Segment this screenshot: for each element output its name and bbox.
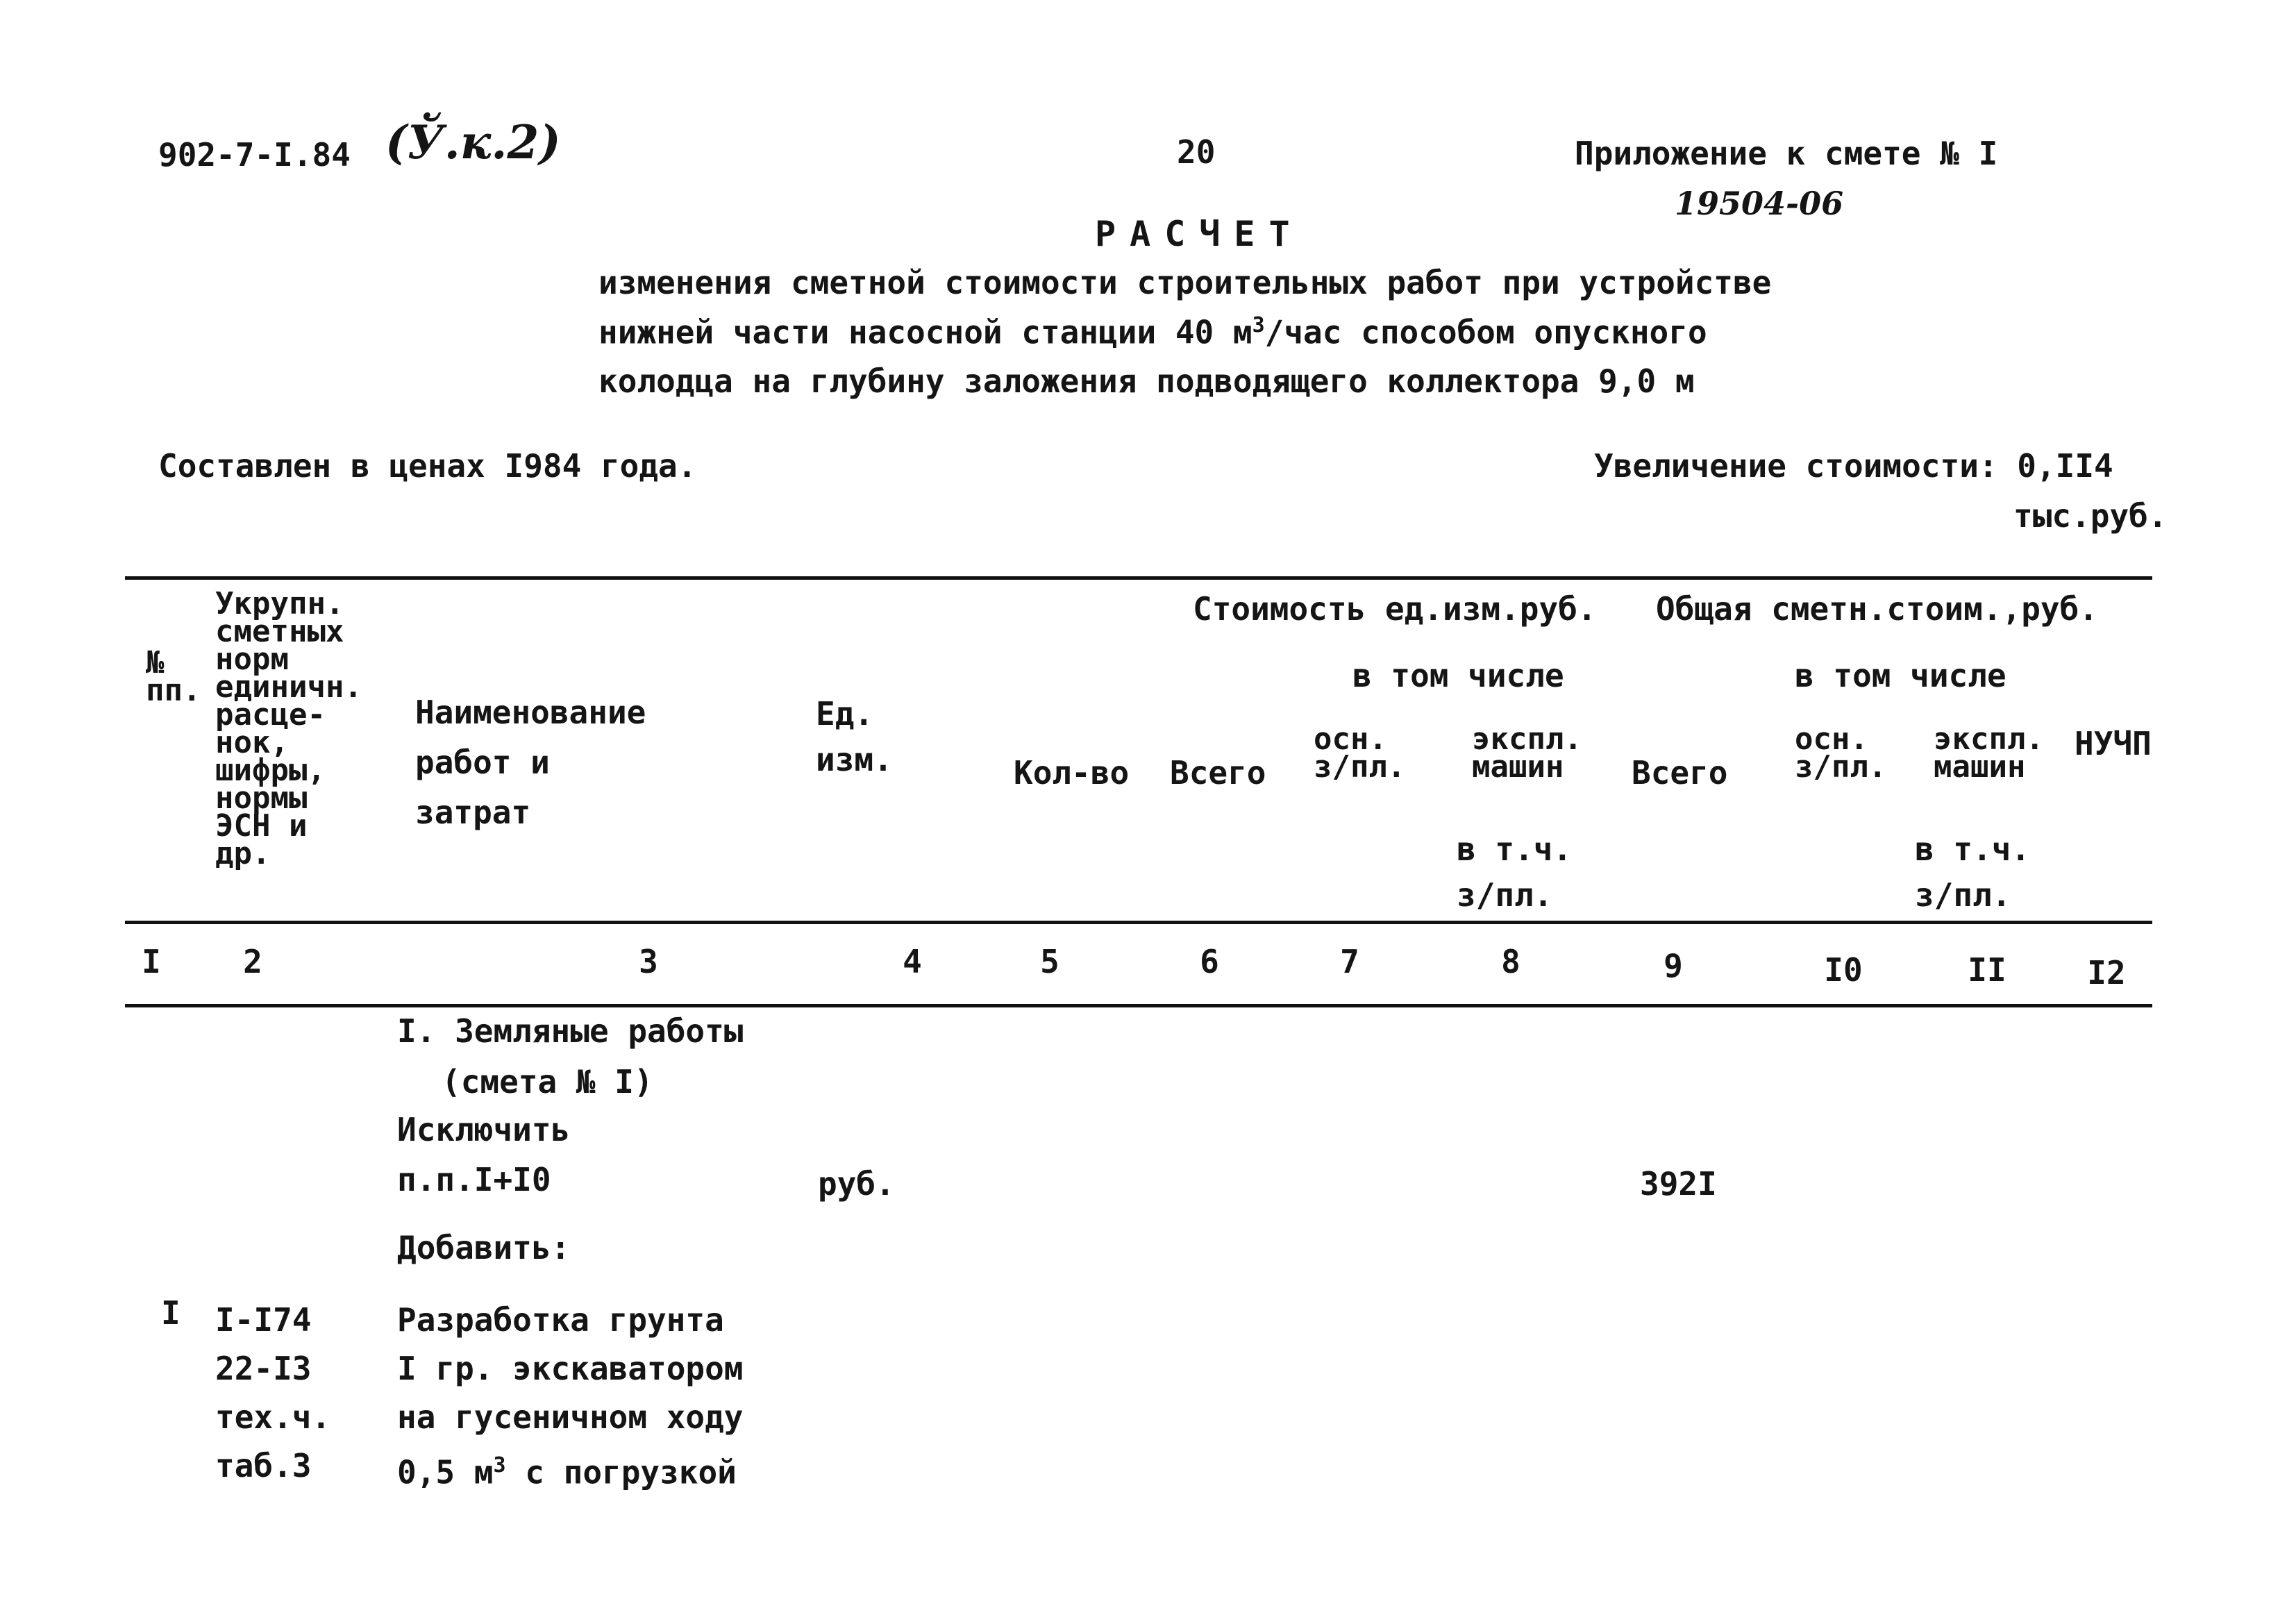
header-machines-2: экспл. машин: [1934, 721, 2044, 785]
volume-note: (Ў.к.2): [385, 115, 561, 169]
table-top-rule: [125, 576, 2152, 580]
document-heading: РАСЧЕТ: [1095, 214, 1304, 254]
header-total-2: Всего: [1632, 754, 1728, 792]
header-machines-1: экспл. машин: [1472, 721, 1582, 785]
cost-increase: Увеличение стоимости: 0,II4: [1594, 447, 2113, 485]
header-work-name: Наименование работ и затрат: [415, 694, 646, 831]
header-wage-1: осн. з/пл.: [1314, 721, 1406, 785]
header-norms: Укрупн. сметных норм единичн. расце- нок, шифры, нормы ЭСН и др.: [215, 586, 362, 871]
header-including-1: в том числе: [1352, 657, 1564, 694]
column-number: I0: [1824, 951, 1863, 989]
section-subtitle: (смета № I): [442, 1063, 653, 1100]
header-wage-2: осн. з/пл.: [1795, 721, 1887, 785]
header-incl-wage-1: в т.ч. з/пл.: [1457, 830, 1573, 914]
document-code: 902-7-I.84: [158, 136, 351, 174]
header-unit: Ед. изм.: [816, 695, 893, 778]
title-line-3: колодца на глубину заложения подводящего коллектора 9,0 м: [598, 362, 1695, 400]
header-incl-wage-2: в т.ч. з/пл.: [1915, 830, 2031, 914]
header-quantity: Кол-во: [1014, 754, 1130, 792]
header-number: № пп.: [146, 645, 201, 708]
column-number: 5: [1040, 943, 1059, 980]
row-number: I: [161, 1294, 181, 1332]
header-including-2: в том числе: [1795, 657, 2006, 694]
prices-note: Составлен в ценах I984 года.: [158, 447, 697, 485]
title-line-1: изменения сметной стоимости строительных работ при устройстве: [598, 264, 1772, 301]
appendix-label: Приложение к смете № I: [1575, 135, 1998, 172]
column-number: 4: [903, 943, 922, 980]
title-line-2: нижней части насосной станции 40 $м^3$/час способом опускного: [598, 313, 1707, 351]
exclude-total: 392I: [1640, 1165, 1717, 1203]
exclude-unit: руб.: [818, 1165, 895, 1203]
exclude-items: п.п.I+I0: [397, 1161, 551, 1198]
table-header-rule: [125, 921, 2152, 924]
column-number: I: [142, 943, 161, 980]
inventory-number: 19504-06: [1675, 185, 1844, 222]
page-number: 20: [1177, 133, 1216, 171]
column-number: 9: [1664, 947, 1683, 985]
section-title: I. Земляные работы: [397, 1012, 744, 1050]
header-unit-cost: Стоимость ед.изм.руб.: [1193, 590, 1597, 628]
row-norms: I-I74 22-I3 тех.ч. таб.3: [215, 1301, 331, 1484]
column-number: II: [1968, 951, 2006, 989]
column-number: 7: [1340, 943, 1359, 980]
column-number: I2: [2087, 954, 2126, 991]
cost-increase-unit: тыс.руб.: [2013, 497, 2168, 535]
exclude-label: Исключить: [397, 1111, 571, 1148]
column-number-rule: [125, 1004, 2152, 1007]
header-nuchp: НУЧП: [2075, 725, 2152, 762]
column-number: 3: [639, 943, 658, 980]
header-total-1: Всего: [1170, 754, 1266, 792]
add-label: Добавить:: [397, 1229, 571, 1266]
column-number: 6: [1200, 943, 1219, 980]
row-work-name: Разработка грунта I гр. экскаватором на гусеничном ходу 0,5 $м^3$ с погрузкой: [397, 1301, 744, 1491]
header-total-cost: Общая сметн.стоим.,руб.: [1656, 590, 2098, 628]
column-number: 2: [243, 943, 262, 980]
column-number: 8: [1501, 943, 1520, 980]
